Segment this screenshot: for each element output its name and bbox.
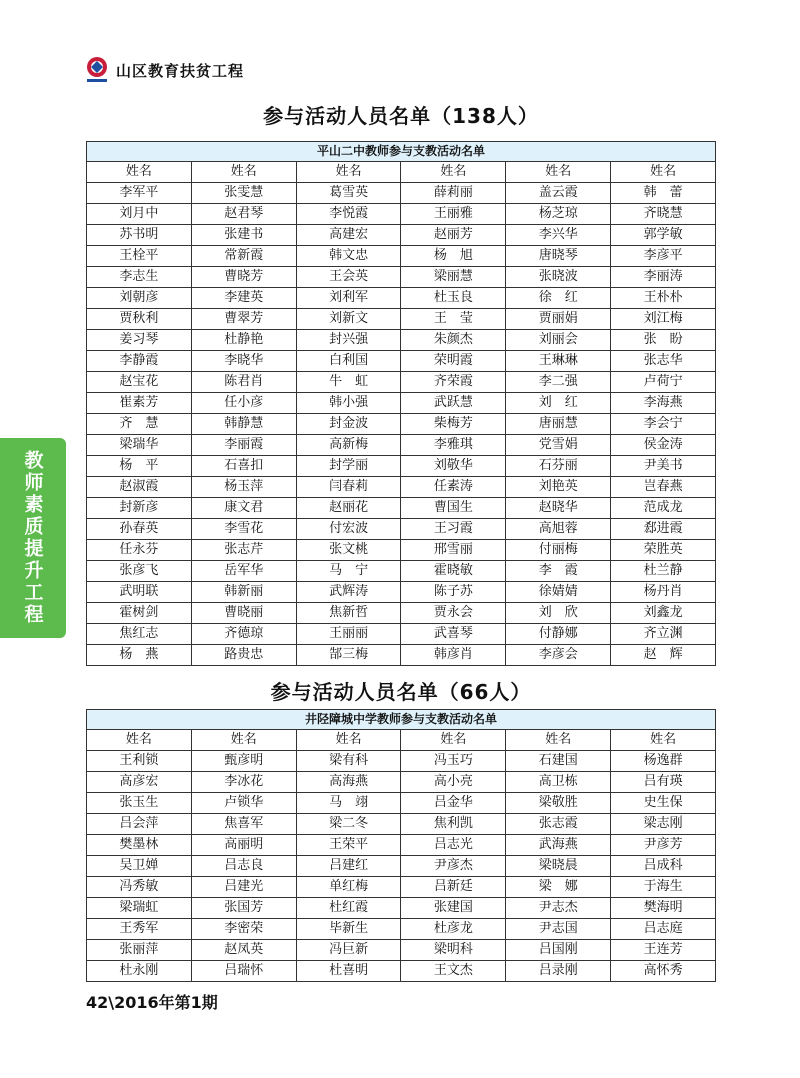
name-cell: 张玉生: [87, 793, 192, 814]
name-cell: 白利国: [296, 351, 401, 372]
name-cell: 王朴朴: [611, 288, 716, 309]
table-row: [87, 351, 716, 372]
name-cell: 李彦会: [506, 645, 611, 666]
name-cell: 尹彦杰: [401, 856, 506, 877]
name-cell: 曹晓芳: [191, 267, 296, 288]
name-cell: 葛雪英: [296, 183, 401, 204]
name-cell: 于海生: [611, 877, 716, 898]
name-cell: 刘江梅: [611, 309, 716, 330]
name-cell: 路贵忠: [191, 645, 296, 666]
page-header: [84, 52, 244, 88]
table-row: [87, 961, 716, 982]
name-cell: 梁 娜: [506, 877, 611, 898]
name-cell: 岳军华: [191, 561, 296, 582]
name-cell: 冯秀敏: [87, 877, 192, 898]
name-cell: 吕会萍: [87, 814, 192, 835]
name-cell: 韩新丽: [191, 582, 296, 603]
name-cell: 冯巨新: [296, 940, 401, 961]
name-cell: 焦红志: [87, 624, 192, 645]
side-tab-label: 教师素质提升工程: [21, 450, 44, 626]
name-cell: 马 翊: [296, 793, 401, 814]
column-header: 姓名: [296, 162, 401, 183]
name-cell: 张文桃: [296, 540, 401, 561]
name-cell: 唐丽慧: [506, 414, 611, 435]
name-cell: 姜习琴: [87, 330, 192, 351]
name-cell: 李会宁: [611, 414, 716, 435]
name-cell: 赵晓华: [506, 498, 611, 519]
name-cell: 张建国: [401, 898, 506, 919]
name-cell: 唐晓琴: [506, 246, 611, 267]
table-caption: 平山二中教师参与支教活动名单: [87, 142, 716, 162]
table-row: [87, 856, 716, 877]
name-cell: 付静娜: [506, 624, 611, 645]
name-cell: 吕志良: [191, 856, 296, 877]
name-cell: 陈君肖: [191, 372, 296, 393]
name-cell: 吕金华: [401, 793, 506, 814]
column-header: 姓名: [401, 162, 506, 183]
name-cell: 刘鑫龙: [611, 603, 716, 624]
name-cell: 尹美书: [611, 456, 716, 477]
name-cell: 武跃慧: [401, 393, 506, 414]
name-cell: 杜永刚: [87, 961, 192, 982]
name-cell: 郄进霞: [611, 519, 716, 540]
table-row: [87, 372, 716, 393]
name-cell: 杨丹肖: [611, 582, 716, 603]
name-cell: 梁丽慧: [401, 267, 506, 288]
name-cell: 张志芹: [191, 540, 296, 561]
name-cell: 李丽霞: [191, 435, 296, 456]
name-cell: 杜彦龙: [401, 919, 506, 940]
name-cell: 甄彦明: [191, 751, 296, 772]
column-header: 姓名: [506, 162, 611, 183]
name-cell: 樊海明: [611, 898, 716, 919]
name-cell: 尹彦芳: [611, 835, 716, 856]
name-cell: 杜喜明: [296, 961, 401, 982]
side-tab: [0, 438, 66, 638]
name-cell: 高旭蓉: [506, 519, 611, 540]
name-cell: 赵凤英: [191, 940, 296, 961]
name-cell: 梁志刚: [611, 814, 716, 835]
table-row: [87, 919, 716, 940]
name-cell: 李志生: [87, 267, 192, 288]
name-cell: 赵淑霞: [87, 477, 192, 498]
name-cell: 苏书明: [87, 225, 192, 246]
name-cell: 刘敬华: [401, 456, 506, 477]
section-title-2: 参与活动人员名单（66人）: [270, 680, 532, 704]
table-row: [87, 561, 716, 582]
name-cell: 梁明科: [401, 940, 506, 961]
name-cell: 毕新生: [296, 919, 401, 940]
name-cell: 徐婧婧: [506, 582, 611, 603]
name-cell: 吕录刚: [506, 961, 611, 982]
name-cell: 吕有瑛: [611, 772, 716, 793]
name-cell: 杨 旭: [401, 246, 506, 267]
table-header-row: [87, 162, 716, 183]
name-cell: 常新霞: [191, 246, 296, 267]
name-cell: 刘 红: [506, 393, 611, 414]
name-cell: 孙春英: [87, 519, 192, 540]
name-cell: 武海燕: [506, 835, 611, 856]
name-cell: 赵 辉: [611, 645, 716, 666]
name-cell: 曹翠芳: [191, 309, 296, 330]
name-cell: 吕国刚: [506, 940, 611, 961]
table-header-row: [87, 730, 716, 751]
name-cell: 张 盼: [611, 330, 716, 351]
name-cell: 韩小强: [296, 393, 401, 414]
table-row: [87, 793, 716, 814]
name-cell: 武明联: [87, 582, 192, 603]
name-cell: 付宏波: [296, 519, 401, 540]
name-cell: 王利锁: [87, 751, 192, 772]
name-cell: 王荣平: [296, 835, 401, 856]
name-cell: 杨芝琼: [506, 204, 611, 225]
name-cell: 武喜琴: [401, 624, 506, 645]
name-cell: 任永芬: [87, 540, 192, 561]
name-cell: 梁有科: [296, 751, 401, 772]
table-row: [87, 183, 716, 204]
name-cell: 邢雪丽: [401, 540, 506, 561]
name-cell: 梁晓晨: [506, 856, 611, 877]
name-cell: 赵君琴: [191, 204, 296, 225]
name-cell: 冯玉巧: [401, 751, 506, 772]
name-cell: 杨玉萍: [191, 477, 296, 498]
name-cell: 刘 欣: [506, 603, 611, 624]
table-row: [87, 225, 716, 246]
name-cell: 卢荷宁: [611, 372, 716, 393]
column-header: 姓名: [191, 162, 296, 183]
table-row: [87, 267, 716, 288]
logo-icon: [84, 56, 110, 84]
table-row: [87, 456, 716, 477]
name-cell: 盖云霞: [506, 183, 611, 204]
table-row: [87, 645, 716, 666]
name-cell: 李静霞: [87, 351, 192, 372]
table-row: [87, 603, 716, 624]
table-row: [87, 309, 716, 330]
name-cell: 李二强: [506, 372, 611, 393]
name-cell: 卢锁华: [191, 793, 296, 814]
table-row: [87, 204, 716, 225]
column-header: 姓名: [87, 730, 192, 751]
table-row: [87, 582, 716, 603]
name-cell: 杨逸群: [611, 751, 716, 772]
name-cell: 封金波: [296, 414, 401, 435]
table-caption-row: [87, 710, 716, 730]
name-cell: 李冰花: [191, 772, 296, 793]
column-header: 姓名: [296, 730, 401, 751]
name-cell: 高彦宏: [87, 772, 192, 793]
name-cell: 焦利凯: [401, 814, 506, 835]
name-cell: 樊墨林: [87, 835, 192, 856]
name-cell: 吕志庭: [611, 919, 716, 940]
name-cell: 韩静慧: [191, 414, 296, 435]
table-caption: 井陉障城中学教师参与支教活动名单: [87, 710, 716, 730]
name-cell: 张雯慧: [191, 183, 296, 204]
name-cell: 曹国生: [401, 498, 506, 519]
section-title-1: 参与活动人员名单（138人）: [263, 104, 539, 128]
name-cell: 李雅琪: [401, 435, 506, 456]
name-cell: 刘新文: [296, 309, 401, 330]
name-cell: 牛 虹: [296, 372, 401, 393]
name-cell: 李密荣: [191, 919, 296, 940]
table-row: [87, 540, 716, 561]
name-cell: 霍晓敏: [401, 561, 506, 582]
name-cell: 韩彦肖: [401, 645, 506, 666]
name-cell: 石喜扣: [191, 456, 296, 477]
name-cell: 封新彦: [87, 498, 192, 519]
name-cell: 封兴强: [296, 330, 401, 351]
name-cell: 吕建光: [191, 877, 296, 898]
name-cell: 霍树剑: [87, 603, 192, 624]
table-row: [87, 940, 716, 961]
name-cell: 武辉涛: [296, 582, 401, 603]
name-cell: 齐晓慧: [611, 204, 716, 225]
name-cell: 史生保: [611, 793, 716, 814]
table-row: [87, 877, 716, 898]
name-cell: 王栓平: [87, 246, 192, 267]
name-cell: 高海燕: [296, 772, 401, 793]
name-cell: 焦新哲: [296, 603, 401, 624]
table-row: [87, 330, 716, 351]
name-cell: 李军平: [87, 183, 192, 204]
table-row: [87, 414, 716, 435]
name-cell: 王丽丽: [296, 624, 401, 645]
name-cell: 刘月中: [87, 204, 192, 225]
name-cell: 高卫栋: [506, 772, 611, 793]
column-header: 姓名: [611, 162, 716, 183]
name-cell: 杜兰静: [611, 561, 716, 582]
name-cell: 付丽梅: [506, 540, 611, 561]
name-cell: 李建英: [191, 288, 296, 309]
name-cell: 李 霞: [506, 561, 611, 582]
table-row: [87, 246, 716, 267]
column-header: 姓名: [611, 730, 716, 751]
name-cell: 吕瑞怀: [191, 961, 296, 982]
name-cell: 王习霞: [401, 519, 506, 540]
name-cell: 封学丽: [296, 456, 401, 477]
name-cell: 崔素芳: [87, 393, 192, 414]
table-row: [87, 477, 716, 498]
name-cell: 郜三梅: [296, 645, 401, 666]
name-cell: 李晓华: [191, 351, 296, 372]
table-caption-row: [87, 142, 716, 162]
name-cell: 薛莉丽: [401, 183, 506, 204]
name-cell: 张晓波: [506, 267, 611, 288]
name-cell: 党雪娟: [506, 435, 611, 456]
name-cell: 张志华: [611, 351, 716, 372]
column-header: 姓名: [191, 730, 296, 751]
name-cell: 王会英: [296, 267, 401, 288]
name-cell: 尹志国: [506, 919, 611, 940]
name-cell: 高建宏: [296, 225, 401, 246]
name-cell: 吕成科: [611, 856, 716, 877]
table-row: [87, 498, 716, 519]
name-cell: 陈子苏: [401, 582, 506, 603]
name-cell: 荣胜英: [611, 540, 716, 561]
name-cell: 张志霞: [506, 814, 611, 835]
name-cell: 梁二冬: [296, 814, 401, 835]
name-cell: 康文君: [191, 498, 296, 519]
name-cell: 吕建红: [296, 856, 401, 877]
table-row: [87, 393, 716, 414]
name-cell: 任小彦: [191, 393, 296, 414]
name-cell: 马 宁: [296, 561, 401, 582]
page-footer: 42\2016年第1期: [86, 993, 218, 1012]
name-cell: 高怀秀: [611, 961, 716, 982]
name-cell: 王丽雅: [401, 204, 506, 225]
name-cell: 朱颜杰: [401, 330, 506, 351]
name-cell: 焦喜军: [191, 814, 296, 835]
name-cell: 韩 蕾: [611, 183, 716, 204]
name-cell: 贾丽娟: [506, 309, 611, 330]
name-cell: 荣明霞: [401, 351, 506, 372]
name-cell: 李海燕: [611, 393, 716, 414]
name-cell: 王 莹: [401, 309, 506, 330]
name-cell: 杜静艳: [191, 330, 296, 351]
table-row: [87, 751, 716, 772]
name-cell: 杜红霞: [296, 898, 401, 919]
name-cell: 贾永会: [401, 603, 506, 624]
name-cell: 杨 平: [87, 456, 192, 477]
name-cell: 梁敬胜: [506, 793, 611, 814]
name-cell: 杨 燕: [87, 645, 192, 666]
name-cell: 李丽涛: [611, 267, 716, 288]
name-cell: 高小亮: [401, 772, 506, 793]
name-cell: 杜玉良: [401, 288, 506, 309]
name-cell: 李雪花: [191, 519, 296, 540]
name-cell: 赵宝花: [87, 372, 192, 393]
name-cell: 王文杰: [401, 961, 506, 982]
table-row: [87, 772, 716, 793]
name-cell: 石芬丽: [506, 456, 611, 477]
name-cell: 任素涛: [401, 477, 506, 498]
table-row: [87, 624, 716, 645]
name-cell: 徐 红: [506, 288, 611, 309]
column-header: 姓名: [87, 162, 192, 183]
name-cell: 郭学敏: [611, 225, 716, 246]
name-cell: 韩文忠: [296, 246, 401, 267]
name-cell: 单红梅: [296, 877, 401, 898]
table-row: [87, 898, 716, 919]
name-cell: 王秀军: [87, 919, 192, 940]
name-cell: 范成龙: [611, 498, 716, 519]
name-cell: 高新梅: [296, 435, 401, 456]
name-cell: 曹晓丽: [191, 603, 296, 624]
name-cell: 张丽萍: [87, 940, 192, 961]
name-cell: 张建书: [191, 225, 296, 246]
roster-table-1: [86, 141, 716, 666]
name-cell: 刘艳英: [506, 477, 611, 498]
name-cell: 侯金涛: [611, 435, 716, 456]
name-cell: 岂春燕: [611, 477, 716, 498]
name-cell: 王琳琳: [506, 351, 611, 372]
name-cell: 齐 慧: [87, 414, 192, 435]
table-row: [87, 288, 716, 309]
table-row: [87, 519, 716, 540]
table-row: [87, 435, 716, 456]
header-title: 山区教育扶贫工程: [116, 61, 245, 80]
name-cell: 梁瑞华: [87, 435, 192, 456]
name-cell: 吕新廷: [401, 877, 506, 898]
name-cell: 赵丽花: [296, 498, 401, 519]
name-cell: 贾秋利: [87, 309, 192, 330]
name-cell: 闫春莉: [296, 477, 401, 498]
name-cell: 高丽明: [191, 835, 296, 856]
name-cell: 齐立渊: [611, 624, 716, 645]
name-cell: 李悦霞: [296, 204, 401, 225]
name-cell: 吕志光: [401, 835, 506, 856]
name-cell: 尹志杰: [506, 898, 611, 919]
name-cell: 梁瑞虹: [87, 898, 192, 919]
table-row: [87, 814, 716, 835]
name-cell: 李彦平: [611, 246, 716, 267]
name-cell: 赵丽芳: [401, 225, 506, 246]
name-cell: 刘朝彦: [87, 288, 192, 309]
name-cell: 石建国: [506, 751, 611, 772]
roster-table-2: [86, 709, 716, 982]
name-cell: 刘利军: [296, 288, 401, 309]
name-cell: 张国芳: [191, 898, 296, 919]
name-cell: 张彦飞: [87, 561, 192, 582]
column-header: 姓名: [506, 730, 611, 751]
name-cell: 齐荣霞: [401, 372, 506, 393]
table-row: [87, 835, 716, 856]
name-cell: 李兴华: [506, 225, 611, 246]
name-cell: 王连芳: [611, 940, 716, 961]
name-cell: 刘丽会: [506, 330, 611, 351]
name-cell: 吴卫婵: [87, 856, 192, 877]
name-cell: 柴梅芳: [401, 414, 506, 435]
name-cell: 齐德琼: [191, 624, 296, 645]
column-header: 姓名: [401, 730, 506, 751]
